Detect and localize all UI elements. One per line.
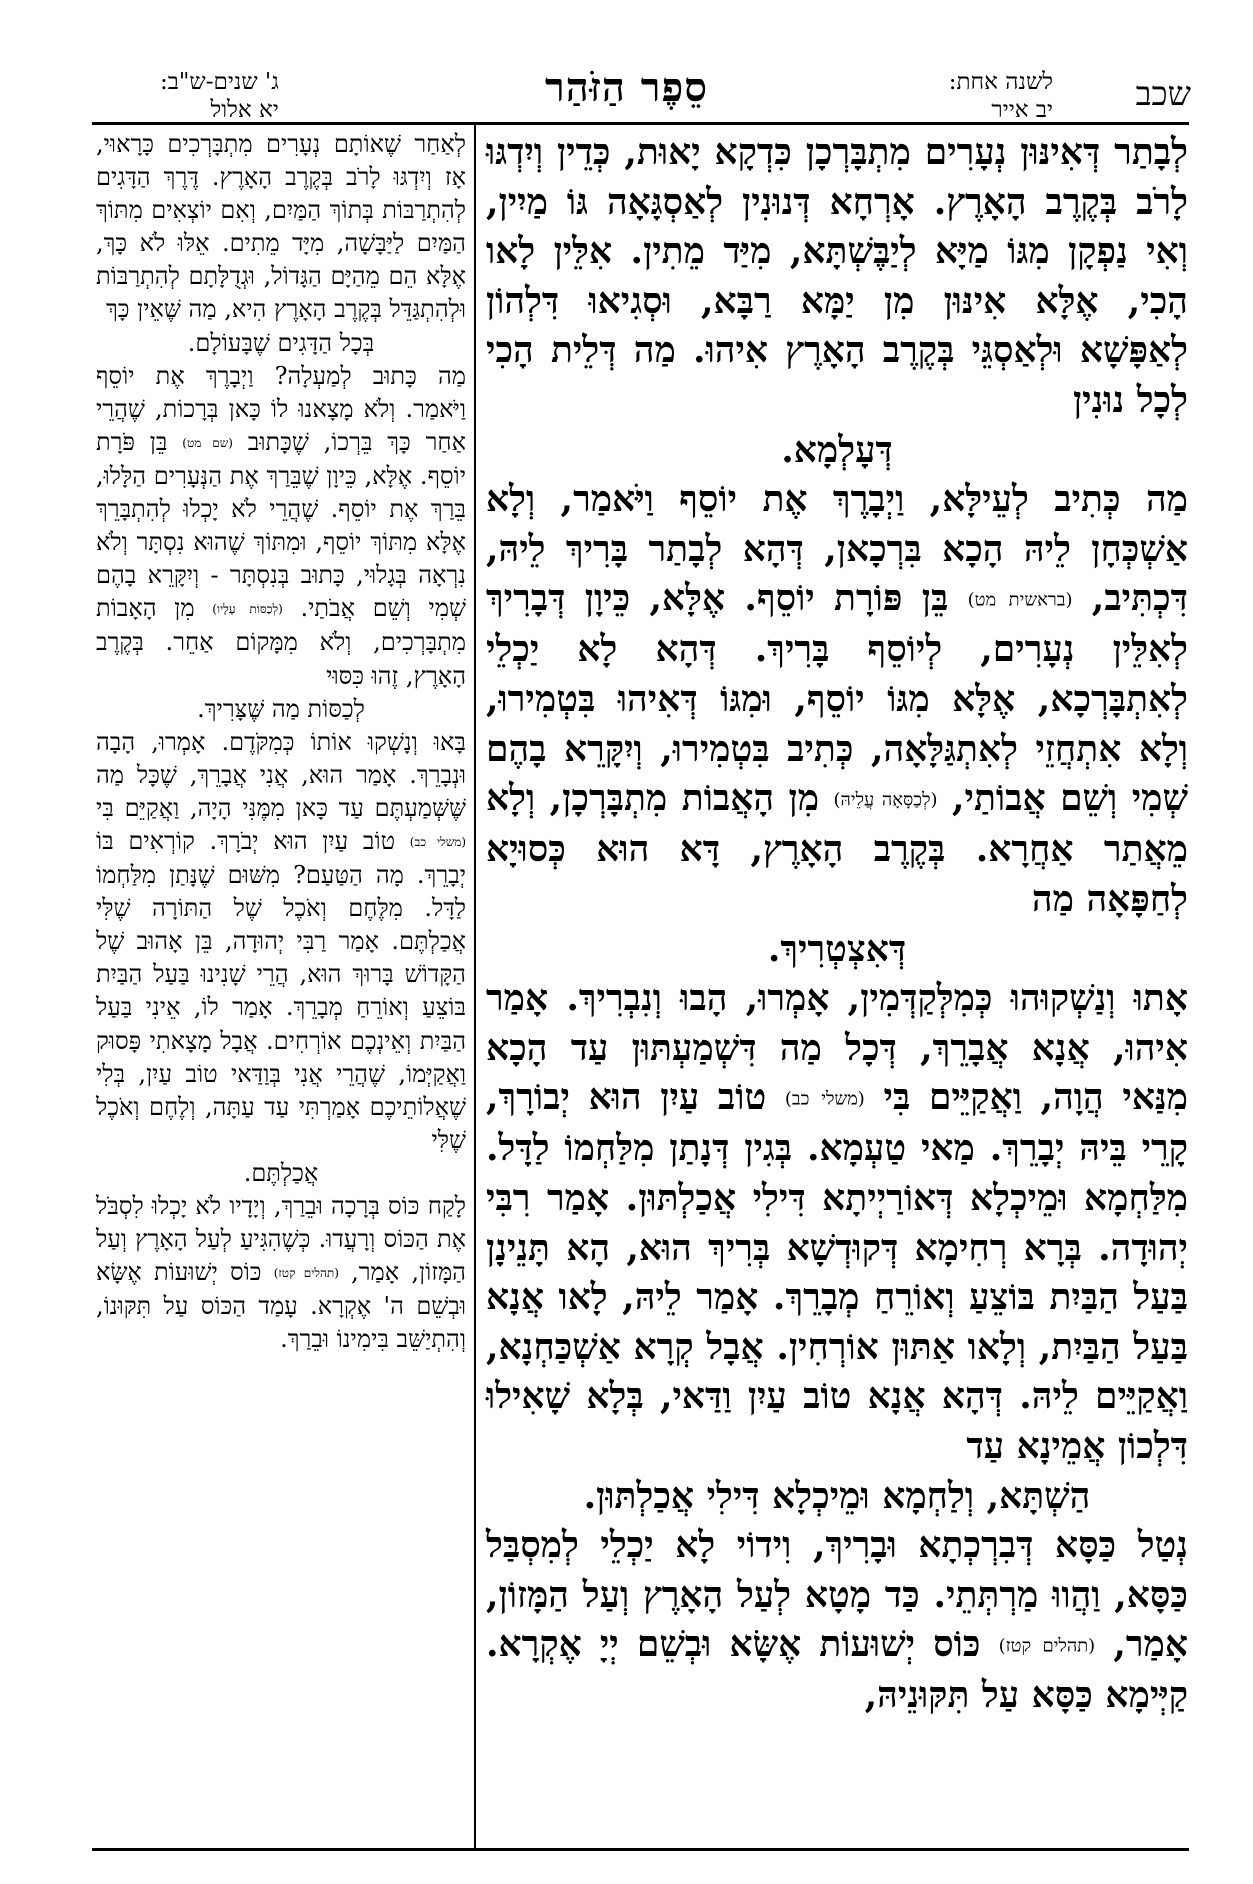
side-paragraph-3: בָּאוּ וְנָשְׁקוּ אוֹתוֹ כְּמִקֹּדֶם. אָמְרוּ, הָבָה וּנְבָרֵךְ. אָמַר הוּא, אֲנִי אֲבָרֵךְ, שֶׁכָּל מַה שֶּׁשְּׁמַעְתֶּם עַד כָּאן מִמֶּנִּי הָיָה, וַאֲקַיֵּם בִּי (משלי כב) טוֹב עַיִן הוּא יְבֹרָךְ. קוֹרְאִים בּוֹ יְבָרֵךְ. מָה הַטַּעַם? מִשּׁוּם שֶׁנָּתַן מִלַּחְמוֹ לַדָּל. מִלֶּחֶם וְאֹכֶל שֶׁל הַתּוֹרָה שֶׁלִּי אֲכַלְתֶּם. אָמַר רַבִּי יְהוּדָה, בֵּן אָהוּב שֶׁל הַקָּדוֹשׁ בָּרוּךְ הוּא, הֲרֵי שָׁנִינוּ בַּעַל הַבַּיִת בּוֹצֵעַ וְאוֹרֵחַ מְבָרֵךְ. אָמַר לוֹ, אֵינִי בַּעַל הַבַּיִת וְאֵינְכֶם אוֹרְחִים. אֲבָל מָצָאתִי פָּסוּק וַאֲקַיְּמוֹ, שֶׁהֲרֵי אֲנִי בְּוַדַּאי טוֹב עַיִן, בְּלִי שֶׁאֲלוֹתֵיכֶם אָמַרְתִּי עַד עַתָּה, וְלֶחֶם וְאֹכֶל שֶׁלִּי <box>96 727 466 1154</box>
translation-column <box>96 128 466 1356</box>
citation: (שם מט) <box>182 435 233 450</box>
main-paragraph-3: אָתוּ וְנַשְׁקוּהוּ כְּמִלְּקַדְּמִין, אָמְרוּ, הָבוּ וְנִבְרִיךְ. אָמַר אִיהוּ, אֲנָא אֲבָרֵךְ, דְּכָל מַה דִּשְׁמַעְתּוּן עַד הָכָא מִנַּאי הֲוָה, וַאֲקַיֵּים בִּי (משלי כב) טוֹב עַיִן הוּא יְבוֹרָךְ, קָרֵי בֵּיהּ יְבָרֵךְ. מַאי טַעְמָא. בְּגִין דְּנָתַן מִלַּחְמוֹ לַדָּל. מִלַּחְמָא וּמֵיכְלָא דְּאוֹרַיְיתָא דִּילִי אֲכַלְתּוּן. אָמַר רִבִּי יְהוּדָה. בְּרָא רְחִימָא דְּקוּדְשָׁא בְּרִיךְ הוּא, הָא תָּנֵינָן בַּעַל הַבַּיִת בּוֹצֵעַ וְאוֹרֵחַ מְבָרֵךְ. אָמַר לֵיהּ, לָאו אֲנָא בַּעַל הַבַּיִת, וְלָאו אַתּוּן אוֹרְחִין. אֲבָל קְרָא אַשְׁכַּחְנָא, וַאֲקַיֵּים לֵיהּ. דְּהָא אֲנָא טוֹב עַיִן וַדַּאי, בְּלָא שָׁאִילוּ דִּלְכוֹן אֲמֵינָא עַד <box>486 977 1188 1467</box>
footer-rule <box>92 1848 1189 1851</box>
citation: (תהלים קטז) <box>273 1266 339 1281</box>
side-paragraph-2-end: לְכַסּוֹת מַה שֶּׁצָּרִיךְ. <box>197 694 365 723</box>
header-right-line1: לשנה אחת: <box>948 69 1053 95</box>
main-paragraph-2: מַה כְּתִיב לְעֵילָּא, וַיְבָרֶךְ אֶת יוֹסֵף וַיֹּאמַר, וְלָא אַשְׁכְּחָן לֵיהּ הָכָא בִּרְכָאן, דְּהָא לְבָתַר בָּרִיךְ לֵיהּ, דִּכְתִּיב, (בראשית מט) בֵּן פּוֹרָת יוֹסֵף. אֶלָּא, כֵּיוָן דְּבָרִיךְ לְאִלֵּין נְעָרִים, לְיוֹסֵף בָּרִיךְ. דְּהָא לָא יַכְלֵי לְאִתְבָּרְכָא, אֶלָּא מִגּוֹ יוֹסֵף, וּמִגּוֹ דְּאִיהוּ בִּטְמִירוּ, וְלָא אִתְחֲזֵי לְאִתְגַּלָּאָה, כְּתִיב בִּטְמִירוּ, וְיִקָּרֵא בָהֶם שְׁמִי וְשֵׁם אֲבוֹתַי, (לְכַסָּאָה עֲלֵיהּ) מִן הָאֲבוֹת מִתְבָּרְכָן, וְלָא מֵאֲתַר אַחֲרָא. בְּקֶרֶב הָאָרֶץ, דָּא הוּא כְּסוּיָא לְחַפָּאָה מַה <box>486 478 1188 920</box>
citation: (משלי כב) <box>409 834 466 849</box>
citation: (לְכַסּוֹת עָלָיו) <box>212 602 283 617</box>
citation: (בראשית מט) <box>967 589 1073 611</box>
side-paragraph-3-end: אֲכַלְתֶּם. <box>243 1158 319 1187</box>
side-paragraph-4: לָקַח כּוֹס בְּרָכָה וּבֵרַךְ, וְיָדָיו לֹא יָכְלוּ לִסְבֹּל אֶת הַכּוֹס וְרָעֲדוּ. כְּשֶׁהִגִּיעַ לְעַל הָאָרֶץ וְעַל הַמָּזוֹן, אָמַר, (תהלים קטז) כּוֹס יְשׁוּעוֹת אֶשָּׂא וּבְשֵׁם ה' אֶקְרָא. עָמַד הַכּוֹס עַל תִּקּוּנוֹ, וְהִתְיַשֵּׁב בִּימִינוֹ וּבֵרַךְ. <box>96 1192 466 1354</box>
main-paragraph-1: לְבָתַר דְּאִינּוּן נְעָרִים מִתְבָּרְכָן כִּדְקָא יָאוּת, כְּדֵין וְיִדְגּוּ לָרֹב בְּקֶרֶב הָאָרֶץ. אָרְחָא דְּנוּנִין לְאַסְגָּאָה גּוֹ מַיִין, וְאִי נַפְקָן מִגּוֹ מַיָּא לְיַבֶּשְׁתָּא, מִיַּד מֵתִין. אִלֵּין לָאו הָכִי, אֶלָּא אִינּוּן מִן יַמָּא רַבָּא, וּסְגִיאוּ דִּלְהוֹן לְאַפָּשָׁא וּלְאַסְגֵּי בְּקֶרֶב הָאָרֶץ אִיהוּ. מַה דְּלֵית הָכִי לְכָל נוּנִין <box>486 131 1188 421</box>
main-paragraph-3-end: הַשְׁתָּא, וְלַחְמָא וּמֵיכְלָא דִּילִי אֲכַלְתּוּן. <box>583 1474 1091 1517</box>
page-number: שכב <box>1135 74 1191 113</box>
header-right-line2: יב אייר <box>991 97 1053 123</box>
side-paragraph-1: לְאַחַר שֶׁאוֹתָם נְעָרִים מִתְבָּרְכִים כָּרָאוּי, אָז וְיִדְגּוּ לָרֹב בְּקֶרֶב הָאָרֶץ. דֶּרֶךְ הַדָּגִים לְהִתְרַבּוֹת בְּתוֹךְ הַמַּיִם, וְאִם יוֹצְאִים מִתּוֹךְ הַמַּיִם לַיַּבָּשָׁה, מִיָּד מֵתִים. אֵלּוּ לֹא כָּךְ, אֶלָּא הֵם מֵהַיָּם הַגָּדוֹל, וּגְדֻלָּתָם לְהִתְרַבּוֹת וּלְהִתְגַּדֵּל בְּקֶרֶב הָאָרֶץ הִיא, מַה שֶּׁאֵין כָּךְ <box>96 130 466 324</box>
citation: (לְכַסָּאָה עֲלֵיהּ) <box>833 789 938 811</box>
side-paragraph-1-end: בְּכָל הַדָּגִים שֶׁבָּעוֹלָם. <box>187 328 375 357</box>
citation: (משלי כב) <box>784 1088 865 1110</box>
side-paragraph-2: מַה כָּתוּב לְמַעְלָה? וַיְבָרֶךְ אֶת יוֹסֵף וַיֹּאמַר. וְלֹא מָצָאנוּ לוֹ כָּאן בְּרָכוֹת, שֶׁהֲרֵי אַחַר כָּךְ בֵּרְכוֹ, שֶׁכָּתוּב (שם מט) בֵּן פֹּרָת יוֹסֵף. אֶלָּא, כֵּיוָן שֶׁבֵּרַךְ אֶת הַנְּעָרִים הַלָּלוּ, בֵּרַךְ אֶת יוֹסֵף. שֶׁהֲרֵי לֹא יָכְלוּ לְהִתְבָּרֵךְ אֶלָּא מִתּוֹךְ יוֹסֵף, וּמִתּוֹךְ שֶׁהוּא נִסְתָּר וְלֹא נִרְאָה בְּגָלוּי, כָּתוּב בְּנִסְתָּר - וְיִקָּרֵא בָהֶם שְׁמִי וְשֵׁם אֲבֹתַי. (לְכַסּוֹת עָלָיו) מִן הָאָבוֹת מִתְבָּרְכִים, וְלֹא מִמָּקוֹם אַחֵר. בְּקֶרֶב הָאָרֶץ, זֶהוּ כִּסּוּי <box>96 361 466 690</box>
citation: (תהלים קטז) <box>998 1635 1096 1657</box>
column-separator <box>474 122 476 1848</box>
main-paragraph-4: נְטַל כַּסָּא דְּבִרְכְתָא וּבָרִיךְ, וִידוֹי לָא יַכְלֵי לְמִסְבַּל כַּסָּא, וַהֲווּ מַרְתְּתֵי. כַּד מָטָא לְעַל הָאָרֶץ וְעַל הַמָּזוֹן, אָמַר, (תהלים קטז) כּוֹס יְשׁוּעוֹת אֶשָּׂא וּבְשֵׁם יְיָ אֶקְרָא. קַיְּימָא כַּסָּא עַל תִּקּוּנֵיהּ, <box>486 1524 1188 1717</box>
main-paragraph-2-end: דְּאִצְטְרִיךְ. <box>767 927 907 970</box>
header-rule <box>92 122 1189 125</box>
header-left-line1: ג' שנים-ש"ב: <box>160 69 279 95</box>
header-left-line2: יא אלול <box>210 97 279 123</box>
book-title: סֵפֶר הַזֹּהַר <box>545 64 708 111</box>
main-text-column <box>486 128 1188 1721</box>
main-paragraph-1-end: דְּעָלְמָא. <box>781 428 893 471</box>
